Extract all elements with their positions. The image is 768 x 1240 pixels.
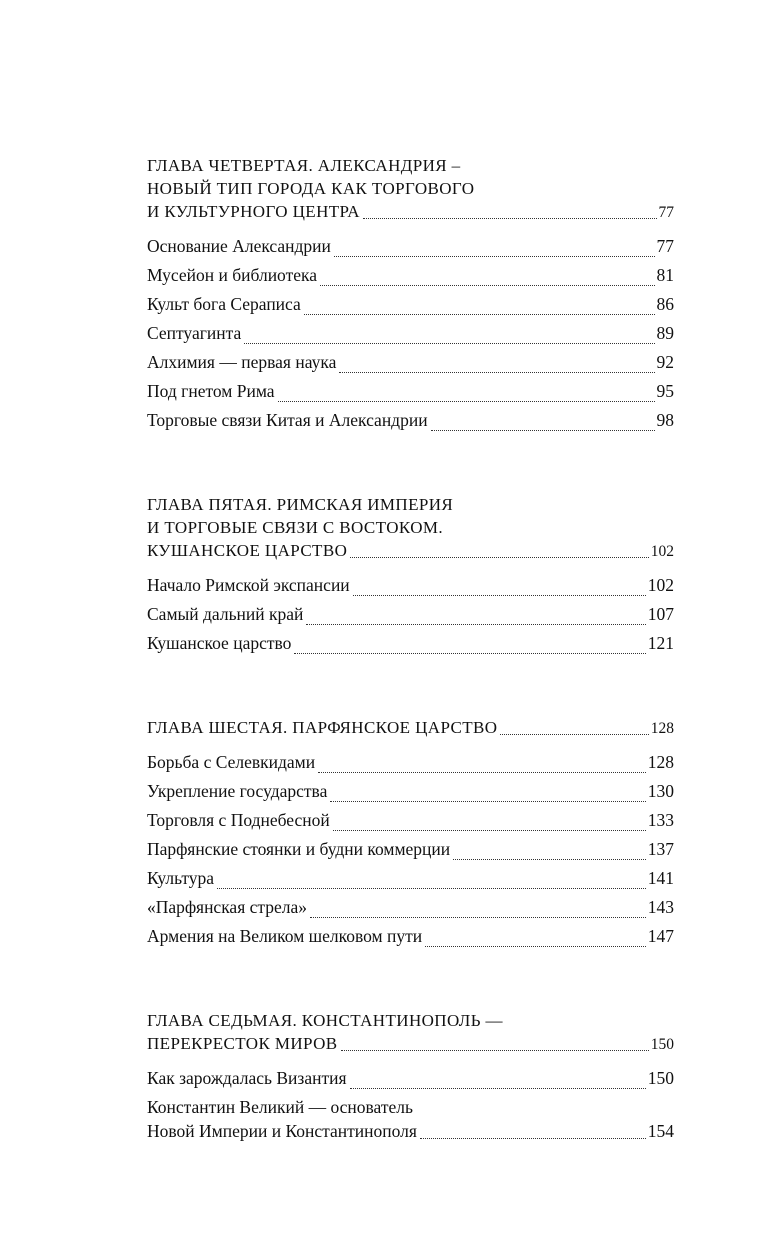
- toc-entry-page: 154: [647, 1121, 674, 1141]
- toc-entry-title: Самый дальний край: [147, 604, 304, 624]
- chapter-heading-row: [147, 1032, 674, 1056]
- toc-entry-page: 130: [647, 781, 674, 801]
- dot-leader: [350, 557, 648, 558]
- toc-entry-page: 121: [647, 633, 674, 653]
- chapter-5: [147, 493, 674, 658]
- dot-leader: [310, 917, 646, 918]
- toc-entry-page: 128: [647, 752, 674, 772]
- toc-entry[interactable]: [147, 864, 674, 893]
- table-of-contents: [147, 154, 674, 1143]
- chapter-page-number: 102: [650, 543, 674, 560]
- toc-entry-page: 77: [656, 236, 674, 256]
- toc-entry[interactable]: [147, 893, 674, 922]
- chapter-heading-line: ГЛАВА ШЕСТАЯ. ПАРФЯНСКОЕ ЦАРСТВО: [147, 718, 498, 737]
- toc-entry[interactable]: [147, 1064, 674, 1093]
- chapter-heading-line: ГЛАВА СЕДЬМАЯ. КОНСТАНТИНОПОЛЬ —: [147, 1011, 503, 1030]
- toc-entry-page: 137: [647, 839, 674, 859]
- chapter-page-number: 150: [650, 1036, 674, 1053]
- chapter-7: [147, 1009, 674, 1143]
- dot-leader: [217, 888, 646, 889]
- chapter-page-number: 128: [650, 720, 674, 737]
- toc-entry-page: 92: [656, 352, 674, 372]
- toc-entry-title: Культура: [147, 868, 215, 888]
- chapter-heading-line: НОВЫЙ ТИП ГОРОДА КАК ТОРГОВОГО: [147, 179, 475, 198]
- dot-leader: [320, 285, 655, 286]
- toc-entry-title: Укрепление государства: [147, 781, 328, 801]
- chapter-heading-line: ПЕРЕКРЕСТОК МИРОВ: [147, 1034, 338, 1053]
- toc-entry-page: 89: [656, 323, 674, 343]
- dot-leader: [333, 830, 646, 831]
- chapter-4: [147, 154, 674, 435]
- dot-leader: [244, 343, 654, 344]
- toc-entry[interactable]: [147, 600, 674, 629]
- dot-leader: [334, 256, 655, 257]
- toc-entry[interactable]: [147, 629, 674, 658]
- toc-entry-title: Торговля с Поднебесной: [147, 810, 330, 830]
- toc-entry-page: 95: [656, 381, 674, 401]
- toc-entry-page: 102: [647, 575, 674, 595]
- chapter-heading-row: [147, 539, 674, 563]
- chapter-heading-line: И КУЛЬТУРНОГО ЦЕНТРА: [147, 202, 360, 221]
- dot-leader: [306, 624, 645, 625]
- dot-leader: [318, 772, 646, 773]
- toc-entry-page: 81: [656, 265, 674, 285]
- toc-entry-title: Начало Римской экспансии: [147, 575, 350, 595]
- chapter-heading-line: ГЛАВА ПЯТАЯ. РИМСКАЯ ИМПЕРИЯ: [147, 495, 454, 514]
- chapter-page-number: 77: [658, 204, 674, 221]
- toc-entry-title: Под гнетом Рима: [147, 381, 275, 401]
- chapter-heading-line: И ТОРГОВЫЕ СВЯЗИ С ВОСТОКОМ.: [147, 518, 444, 537]
- dot-leader: [278, 401, 655, 402]
- toc-entry-title: Алхимия — первая наука: [147, 352, 337, 372]
- chapter-heading-line: КУШАНСКОЕ ЦАРСТВО: [147, 541, 348, 560]
- toc-entry-page: 147: [647, 926, 674, 946]
- toc-entry-title: Торговые связи Китая и Александрии: [147, 410, 428, 430]
- toc-entry-page: 107: [647, 604, 674, 624]
- dot-leader: [425, 946, 646, 947]
- toc-entry[interactable]: [147, 232, 674, 261]
- toc-entry-page: 141: [647, 868, 674, 888]
- toc-entry[interactable]: [147, 319, 674, 348]
- toc-entry-title: Основание Александрии: [147, 236, 331, 256]
- dot-leader: [304, 314, 655, 315]
- toc-entry-page: 133: [647, 810, 674, 830]
- toc-entry-page: 86: [656, 294, 674, 314]
- toc-entry-title: Борьба с Селевкидами: [147, 752, 316, 772]
- toc-entry[interactable]: [147, 777, 674, 806]
- toc-entry[interactable]: [147, 748, 674, 777]
- toc-entry-last-line: [147, 1119, 674, 1143]
- dot-leader: [350, 1088, 646, 1089]
- chapter-heading: [147, 493, 674, 539]
- dot-leader: [330, 801, 645, 802]
- toc-entry[interactable]: [147, 406, 674, 435]
- toc-entry-page: 150: [647, 1068, 674, 1088]
- toc-entry-title: Парфянские стоянки и будни коммерции: [147, 839, 451, 859]
- chapter-heading-row: [147, 200, 674, 224]
- chapter-6: [147, 716, 674, 951]
- dot-leader: [431, 430, 655, 431]
- dot-leader: [339, 372, 654, 373]
- toc-entry[interactable]: [147, 835, 674, 864]
- toc-entry[interactable]: [147, 806, 674, 835]
- dot-leader: [294, 653, 645, 654]
- toc-entry[interactable]: [147, 922, 674, 951]
- toc-entry-title: Кушанское царство: [147, 633, 292, 653]
- chapter-heading-row: [147, 716, 674, 740]
- toc-entry[interactable]: [147, 290, 674, 319]
- toc-entry-title: Септуагинта: [147, 323, 242, 343]
- toc-entry-page: 98: [656, 410, 674, 430]
- toc-entry-title: Как зарождалась Византия: [147, 1068, 347, 1088]
- dot-leader: [353, 595, 646, 596]
- toc-entry[interactable]: [147, 377, 674, 406]
- toc-entry-title: Константин Великий — основатель: [147, 1097, 413, 1117]
- toc-entry-title: «Парфянская стрела»: [147, 897, 308, 917]
- toc-entry[interactable]: [147, 571, 674, 600]
- toc-entry-title: Культ бога Сераписа: [147, 294, 301, 314]
- dot-leader: [420, 1138, 646, 1139]
- toc-entry-page: 143: [647, 897, 674, 917]
- dot-leader: [500, 734, 648, 735]
- toc-entry[interactable]: [147, 348, 674, 377]
- toc-entry-title: Армения на Великом шелковом пути: [147, 926, 423, 946]
- dot-leader: [363, 218, 657, 219]
- chapter-heading: [147, 1009, 674, 1032]
- toc-entry-multiline[interactable]: [147, 1095, 674, 1143]
- chapter-heading-line: ГЛАВА ЧЕТВЕРТАЯ. АЛЕКСАНДРИЯ –: [147, 156, 461, 175]
- dot-leader: [453, 859, 646, 860]
- chapter-heading: [147, 154, 674, 200]
- toc-entry-title: Новой Империи и Константинополя: [147, 1121, 417, 1141]
- toc-entry-title: Мусейон и библиотека: [147, 265, 317, 285]
- toc-entry[interactable]: [147, 261, 674, 290]
- dot-leader: [341, 1050, 649, 1051]
